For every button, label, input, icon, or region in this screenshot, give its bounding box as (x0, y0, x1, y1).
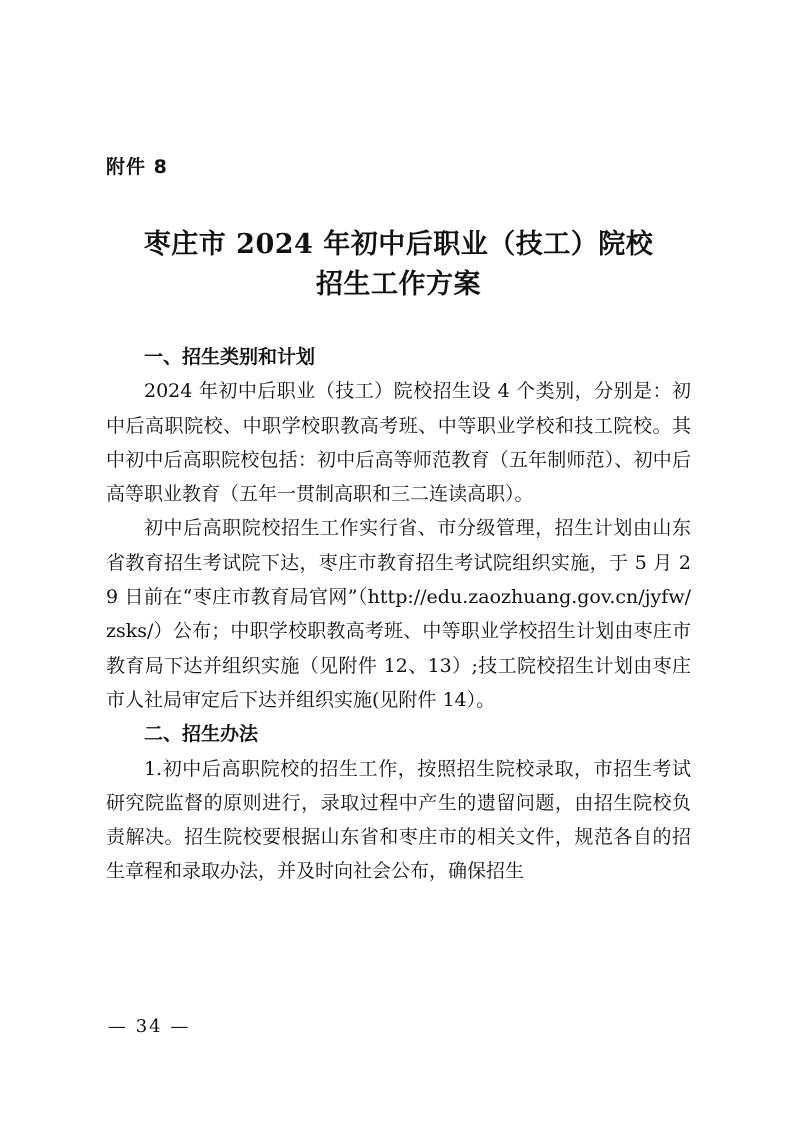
attachment-label: 附件 8 (106, 156, 168, 178)
document-title-line-2: 招生工作方案 (316, 269, 481, 300)
document-title-line-1: 枣庄市 2024 年初中后职业（技工）院校 (143, 229, 654, 260)
section-heading-categories: 一、招生类别和计划 (144, 346, 316, 368)
paragraph-plan-management: 初中后高职院校招生工作实行省、市分级管理，招生计划由山东省教育招生考试院下达，枣庄市教育招生考试院组织实施，于 5 月 29 日前在“枣庄市教育局官网”（http://edu.zaozhuang.gov.cn/jyfw/zsks/）公布；中职学校职教高考班、中等职业学校招生计划由枣庄市教育局下达并组织实施（见附件 12、13）;技工院校招生计划由枣庄市人社局审定后下达并组织实施(见附件 14）。 (106, 517, 691, 711)
document-body (106, 340, 691, 889)
section-heading-methods: 二、招生办法 (144, 723, 259, 746)
page-number: — 34 — (108, 1016, 191, 1037)
paragraph-admission-method: 1.初中后高职院校的招生工作，按照招生院校录取，市招生考试研究院监督的原则进行，录取过程中产生的遗留问题，由招生院校负责解决。招生院校要根据山东省和枣庄市的相关文件，规范各自的招生章程和录取办法，并及时向社会公布，确保招生 (106, 757, 691, 883)
paragraph-categories: 2024 年初中后职业（技工）院校招生设 4 个类别，分别是：初中后高职院校、中职学校职教高考班、中等职业学校和技工院校。其中初中后高职院校包括：初中后高等师范教育（五年制师范）、初中后高等职业教育（五年一贯制高职和三二连读高职）。 (106, 380, 691, 506)
